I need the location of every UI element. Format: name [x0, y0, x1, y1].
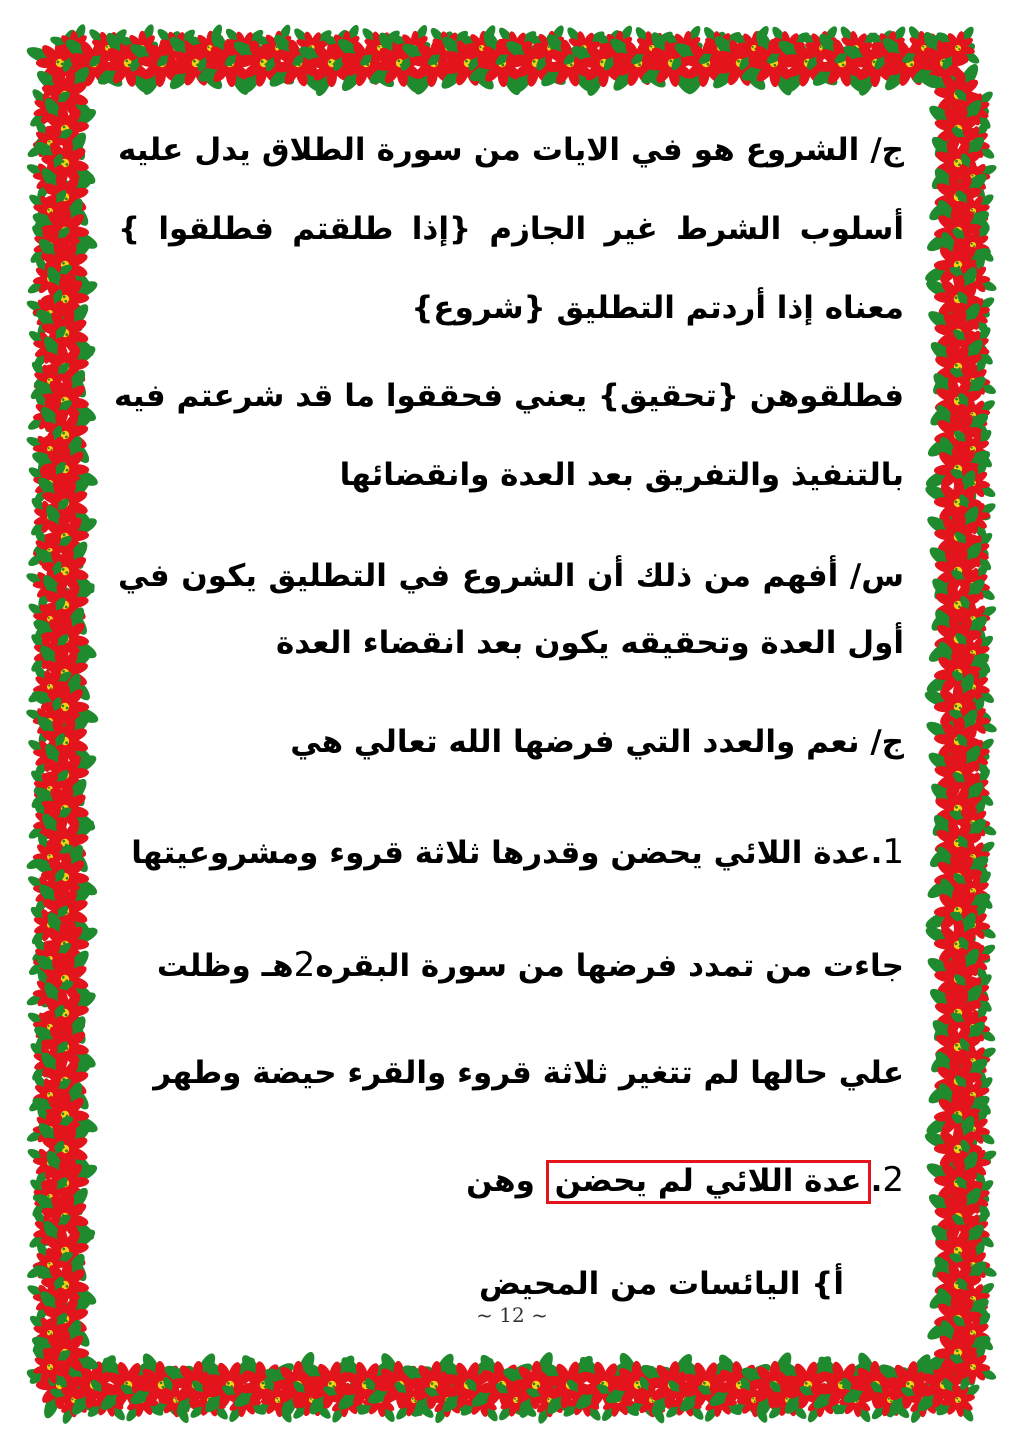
item-2-after: وهن [466, 1163, 546, 1199]
text-line-item1-c: علي حالها لم تتغير ثلاثة قروء والقرء حيضة وطهر [153, 1055, 904, 1091]
text-line-8: ج/ نعم والعدد التي فرضها الله تعالي هي [290, 724, 904, 760]
text-line-6: س/ أفهم من ذلك أن الشروع في التطليق يكون في [118, 558, 904, 594]
highlight-box: عدة اللائي لم يحضن [546, 1160, 871, 1204]
item-1b-after: هـ وظلت [156, 948, 294, 984]
text-line-4: فطلقوهن {تحقيق} يعني فحققوا ما قد شرعتم فيه [113, 378, 904, 414]
text-line-3: معناه إذا أردتم التطليق {شروع} [411, 290, 904, 326]
list-item-1 [118, 830, 904, 875]
item-2-dot: . [870, 1163, 883, 1199]
item-1-text: .عدة اللائي يحضن وقدرها ثلاثة قروء ومشروعيتها [131, 835, 883, 871]
text-line-item1-b [118, 943, 904, 988]
sub-item-a: أ} اليائسات من المحيض [478, 1266, 844, 1302]
document-body [113, 0, 904, 1449]
text-line-5: بالتنفيذ والتفريق بعد العدة وانقضائها [339, 457, 904, 493]
item-1b-before: جاءت من تمدد فرضها من سورة البقره [315, 948, 904, 984]
text-line-7: أول العدة وتحقيقه يكون بعد انقضاء العدة [275, 625, 904, 661]
text-line-2: أسلوب الشرط غير الجازم {إذا طلقتم فطلقوا } [118, 211, 904, 247]
item-2-number: 2 [882, 1160, 904, 1200]
item-1b-number: 2 [293, 945, 316, 985]
item-1-number: 1 [882, 832, 904, 872]
list-item-2 [118, 1158, 904, 1203]
page-number: ~ 12 ~ [476, 1303, 548, 1327]
text-line-1: ج/ الشروع هو في الايات من سورة الطلاق يدل عليه [118, 132, 904, 168]
